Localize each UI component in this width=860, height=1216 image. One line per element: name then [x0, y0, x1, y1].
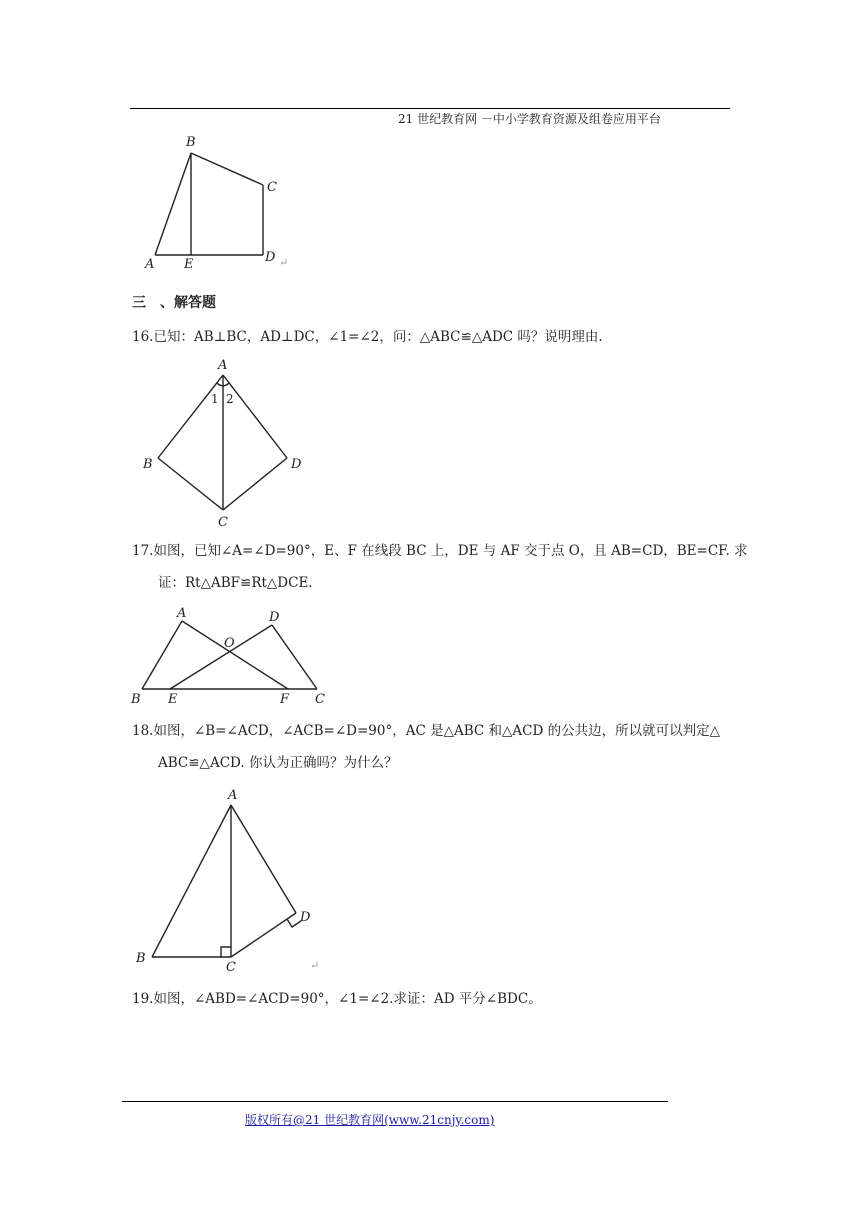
label-b: B [136, 951, 146, 966]
question-16 [132, 326, 603, 348]
label-b: B [131, 692, 141, 707]
question-19 [132, 988, 542, 1010]
footer-copyright-link[interactable]: 版权所有@21 世纪教育网(www.21cnjy.com) [245, 1113, 495, 1127]
return-mark: ↵ [279, 256, 289, 269]
label-d: D [300, 910, 311, 925]
label-a: A [228, 788, 238, 803]
label-f: F [280, 692, 290, 707]
label-a: A [145, 257, 155, 272]
label-o: O [224, 636, 235, 651]
label-d: D [269, 610, 280, 625]
header-rule [130, 108, 730, 109]
question-18-line1: 18.如图，∠B=∠ACD，∠ACB=∠D=90°，AC 是△ABC 和△ACD 的公共边，所以就可以判定△ [132, 723, 720, 739]
label-e: E [168, 692, 178, 707]
label-c: C [218, 515, 228, 530]
question-18-line2: ABC≌△ACD. 你认为正确吗？为什么？ [158, 755, 398, 771]
figure-15 [140, 130, 290, 275]
question-16-text: 16.已知：AB⊥BC，AD⊥DC，∠1=∠2，问：△ABC≌△ADC 吗？说明理由. [132, 329, 603, 345]
question-17-line1: 17.如图，已知∠A=∠D=90°，E、F 在线段 BC 上，DE 与 AF 交于点 O，且 AB=CD，BE=CF. 求 [132, 543, 748, 559]
figure-17 [130, 605, 330, 705]
label-d: D [265, 250, 276, 265]
label-angle-1: 1 [211, 392, 219, 406]
label-e: E [184, 257, 194, 272]
label-d: D [291, 457, 302, 472]
footer-rule [122, 1101, 668, 1102]
label-a: A [177, 606, 187, 621]
figure-18 [130, 785, 330, 975]
question-18 [132, 720, 720, 774]
question-19-text: 19.如图，∠ABD=∠ACD=90°，∠1=∠2.求证：AD 平分∠BDC。 [132, 991, 542, 1007]
label-angle-2: 2 [226, 392, 234, 406]
figure-16 [140, 355, 310, 530]
label-b: B [186, 135, 196, 150]
label-c: C [226, 960, 236, 975]
header-text: 21 世纪教育网 －中小学教育资源及组卷应用平台 [398, 112, 661, 126]
section-title: 三 、解答题 [132, 295, 216, 311]
question-17-line2: 证：Rt△ABF≌Rt△DCE. [158, 575, 313, 591]
label-c: C [315, 692, 325, 707]
return-mark: ↵ [310, 959, 320, 972]
question-17 [132, 540, 748, 594]
label-a: A [218, 358, 228, 373]
label-c: C [267, 180, 277, 195]
label-b: B [143, 457, 153, 472]
